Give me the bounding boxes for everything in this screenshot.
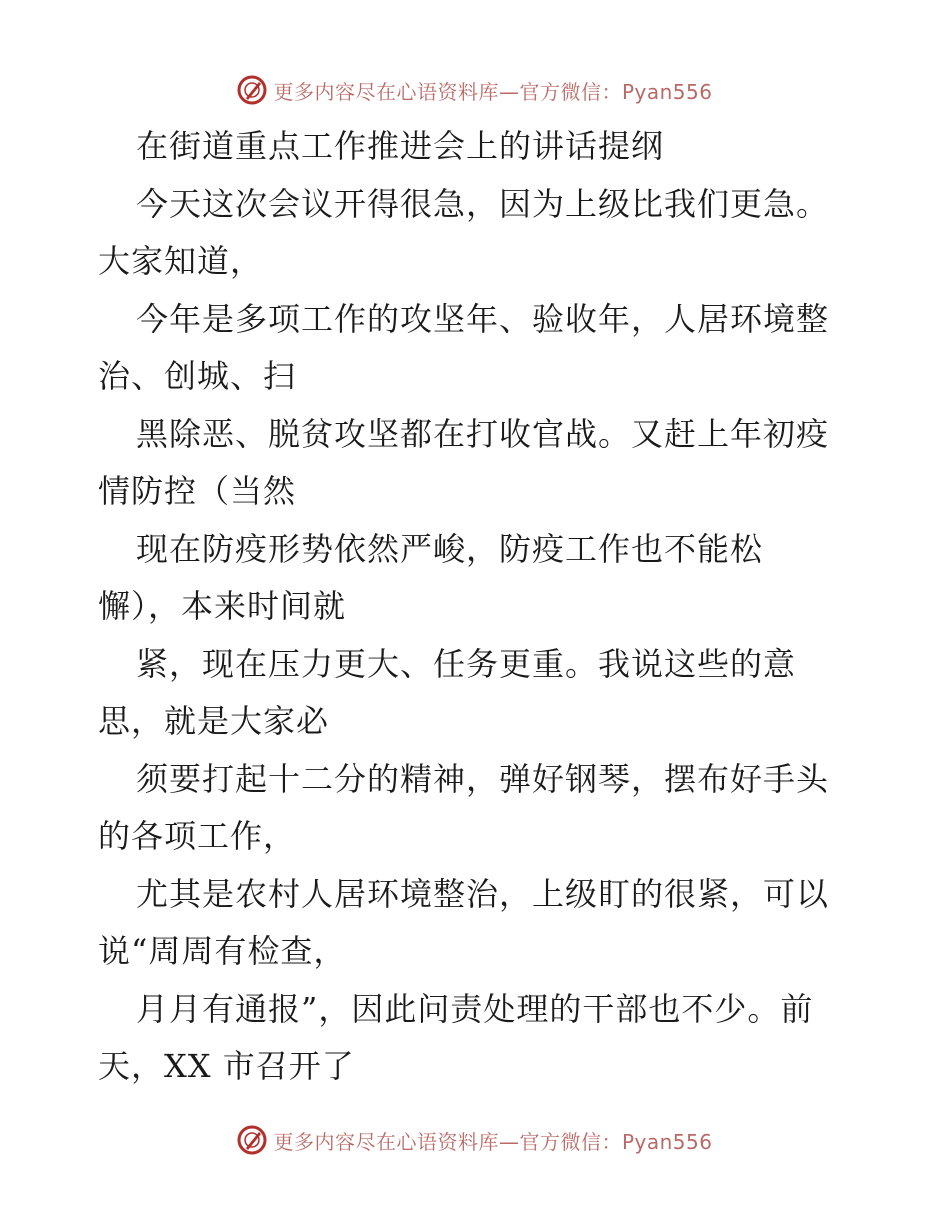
paragraph-line: 月月有通报”，因此问责处理的干部也不少。前 bbox=[136, 989, 814, 1028]
footer-banner bbox=[0, 1120, 950, 1160]
paragraph-line: 的各项工作， bbox=[98, 817, 297, 855]
paragraph-line: 说“周周有检查， bbox=[98, 932, 347, 970]
paragraph-line: 今年是多项工作的攻坚年、验收年，人居环境整 bbox=[136, 299, 830, 338]
paragraph-line: 黑除恶、脱贫攻坚都在打收官战。又赶上年初疫 bbox=[136, 414, 830, 453]
header-banner-wechat: 官方微信：Pyan556 bbox=[519, 79, 713, 104]
paragraph-line: 今天这次会议开得很急，因为上级比我们更急。 bbox=[136, 184, 830, 223]
footer-banner-title: 更多内容尽在心语资料库 bbox=[273, 1129, 499, 1154]
paragraph-line: 紧，现在压力更大、任务更重。我说这些的意 bbox=[136, 644, 797, 683]
paragraph-line: 须要打起十二分的精神，弹好钢琴，摆布好手头 bbox=[136, 759, 830, 798]
pen-logo-icon bbox=[237, 75, 267, 105]
paragraph-line: 尤其是农村人居环境整治，上级盯的很紧，可以 bbox=[136, 874, 830, 913]
paragraph-line: 情防控（当然 bbox=[98, 472, 297, 510]
document-body bbox=[98, 118, 858, 1096]
footer-banner-separator: — bbox=[498, 1129, 520, 1154]
pen-logo-icon bbox=[237, 1125, 267, 1155]
paragraph-line: 治、创城、扫 bbox=[98, 357, 297, 395]
paragraph-line: 大家知道， bbox=[98, 242, 264, 280]
header-banner bbox=[0, 70, 950, 110]
paragraph-line: 天，XX 市召开了 bbox=[98, 1047, 355, 1085]
paragraph-line: 思，就是大家必 bbox=[98, 702, 330, 740]
header-banner-title: 更多内容尽在心语资料库 bbox=[273, 79, 499, 104]
paragraph-line: 懈），本来时间就 bbox=[98, 587, 347, 625]
header-banner-separator: — bbox=[498, 79, 520, 104]
paragraph-line: 现在防疫形势依然严峻，防疫工作也不能松 bbox=[136, 529, 764, 568]
document-title: 在街道重点工作推进会上的讲话提纲 bbox=[136, 127, 665, 165]
footer-banner-wechat: 官方微信：Pyan556 bbox=[519, 1129, 713, 1154]
